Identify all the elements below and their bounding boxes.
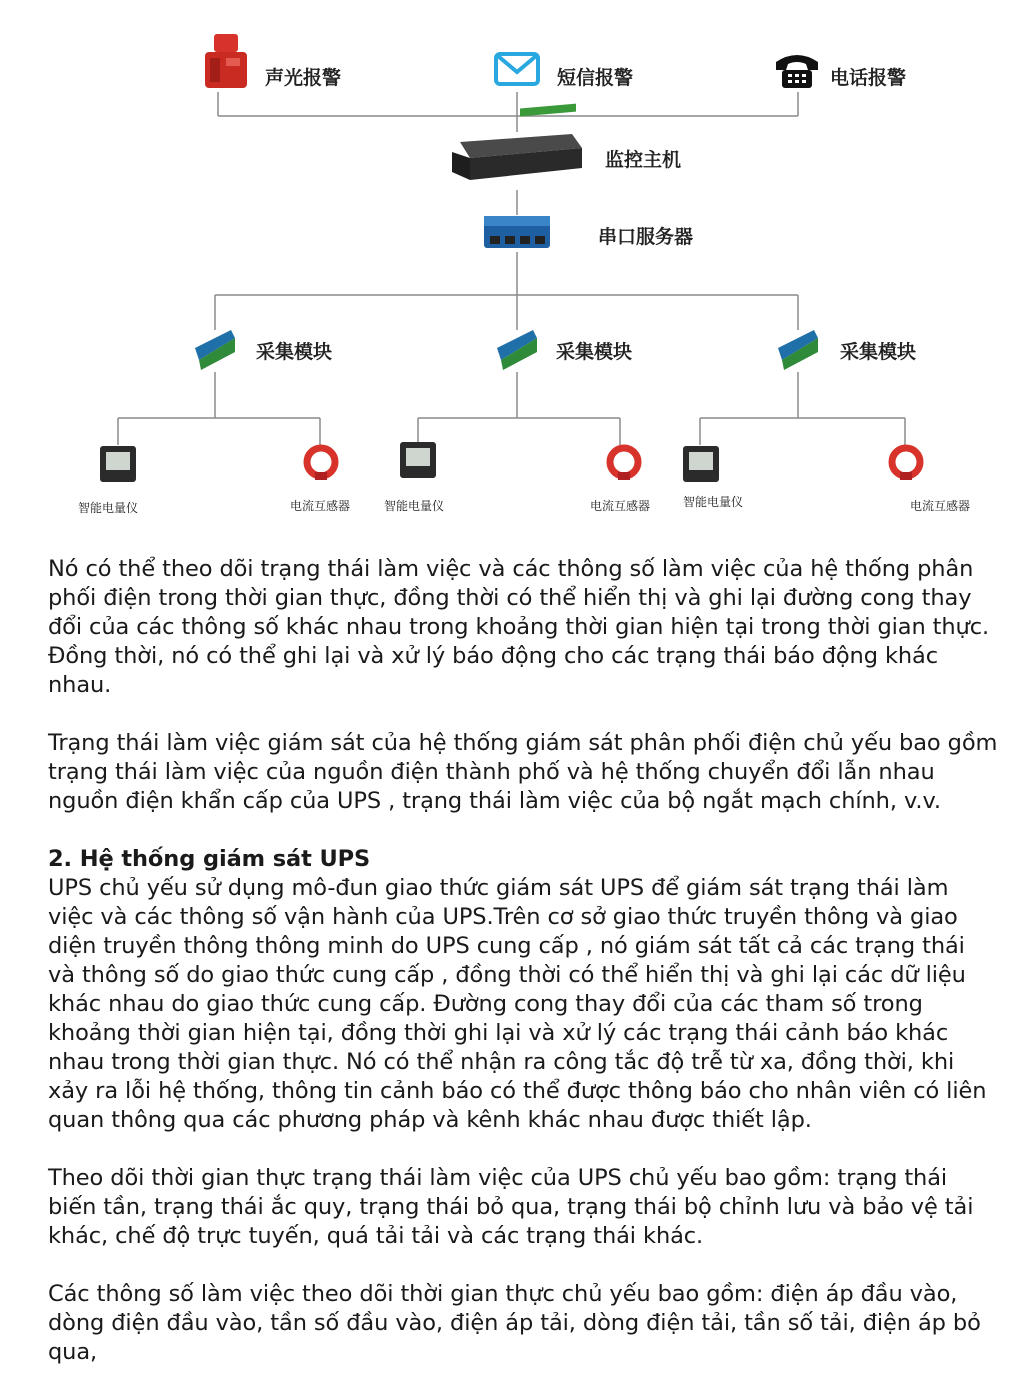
- power-meter-label-3: 智能电量仪: [683, 495, 744, 509]
- sound-light-alarm-label: 声光报警: [265, 67, 342, 89]
- current-transformer-label-3: 电流互感器: [910, 499, 971, 513]
- monitoring-host-label: 监控主机: [605, 149, 682, 171]
- sms-alarm-label: 短信报警: [557, 67, 634, 89]
- current-transformer-icon: [892, 448, 920, 480]
- current-transformer-icon: [610, 448, 638, 480]
- acquisition-module-label-2: 采集模块: [556, 341, 633, 363]
- paragraph-2: Trạng thái làm việc giám sát của hệ thống giám sát phân phối điện chủ yếu bao gồm trạng thái làm việc của nguồn điện thành phố và hệ thống chuyển đổi lẫn nhau nguồn điện khẩn cấp của UPS , trạng thái làm việc của bộ ngắt mạch chính, v.v.: [48, 730, 998, 814]
- serial-server-label: 串口服务器: [598, 226, 694, 248]
- paragraph-5: Các thông số làm việc theo dõi thời gian thực chủ yếu bao gồm: điện áp đầu vào, dòng điện đầu vào, tần số đầu vào, điện áp tải, dòng điện tải, tần số tải, điện áp bỏ qua,: [48, 1281, 981, 1365]
- acquisition-module-icon: [195, 330, 235, 370]
- power-meter-icon: [100, 446, 136, 482]
- paragraph-1: Nó có thể theo dõi trạng thái làm việc và các thông số làm việc của hệ thống phân phối điện trong thời gian thực, đồng thời có thể hiển thị và ghi lại đường cong thay đổi của các thông số khác nhau trong khoảng thời gian hiện tại trong thời gian thực. Đồng thời, nó có thể ghi lại và xử lý báo động cho các trạng thái báo động khác nhau.: [48, 556, 990, 698]
- power-meter-icon: [400, 442, 436, 478]
- power-meter-icon: [683, 446, 719, 482]
- current-transformer-label-1: 电流互感器: [290, 499, 351, 513]
- paragraph-3: UPS chủ yếu sử dụng mô-đun giao thức giám sát UPS để giám sát trạng thái làm việc và các thông số vận hành của UPS.Trên cơ sở giao thức truyền thông và giao diện truyền thông thông minh do UPS cung cấp , nó giám sát tất cả các trạng thái và thông số do giao thức cung cấp , đồng thời có thể hiển thị và ghi lại các dữ liệu khác nhau do giao thức cung cấp. Đường cong thay đổi của các tham số trong khoảng thời gian hiện tại, đồng thời ghi lại và xử lý các trạng thái cảnh báo khác nhau trong thời gian thực. Nó có thể nhận ra công tắc độ trễ từ xa, đồng thời, khi xảy ra lỗi hệ thống, thông tin cảnh báo có thể được thông báo cho nhân viên có liên quan thông qua các phương pháp và kênh khác nhau được thiết lập.: [48, 875, 987, 1133]
- mail-icon: [496, 54, 538, 84]
- diagram-canvas: [0, 0, 1026, 530]
- power-meter-label-2: 智能电量仪: [384, 499, 445, 513]
- current-transformer-icon: [307, 448, 335, 480]
- system-diagram: [0, 0, 1026, 530]
- phone-icon: [776, 55, 818, 88]
- phone-alarm-label: 电话报警: [830, 67, 907, 89]
- acquisition-module-label-3: 采集模块: [840, 341, 917, 363]
- paragraph-4: Theo dõi thời gian thực trạng thái làm việc của UPS chủ yếu bao gồm: trạng thái biến tần, trạng thái ắc quy, trạng thái bỏ qua, trạng thái bộ chỉnh lưu và bảo vệ tải khác, chế độ trực tuyến, quá tải tải và các trạng thái khác.: [48, 1165, 974, 1249]
- acquisition-module-icon: [778, 330, 818, 370]
- section-heading: 2. Hệ thống giám sát UPS: [48, 846, 371, 872]
- document-body: [48, 555, 998, 1396]
- siren-icon: [205, 34, 247, 88]
- serial-server-icon: [484, 216, 550, 248]
- acquisition-module-label-1: 采集模块: [256, 341, 333, 363]
- power-meter-label-1: 智能电量仪: [78, 501, 139, 515]
- current-transformer-label-2: 电流互感器: [590, 499, 651, 513]
- acquisition-module-icon: [497, 330, 537, 370]
